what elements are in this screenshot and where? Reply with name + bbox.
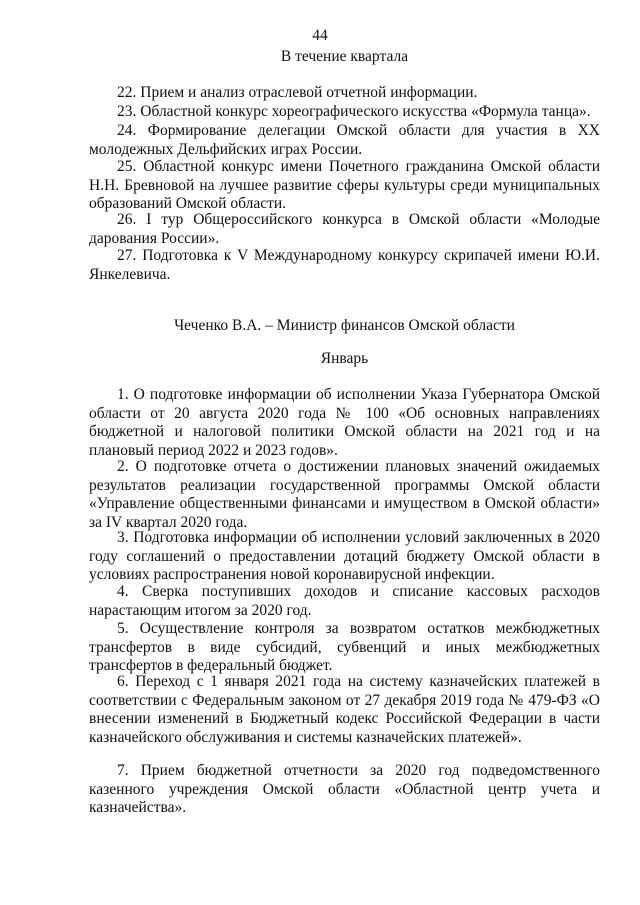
item-number: 27. (117, 247, 137, 264)
list-item (89, 762, 600, 818)
list-item (89, 103, 600, 122)
item-text: Сверка поступивших доходов и списание кассовых расходов нарастающим итогом за 2020 год. (89, 583, 600, 619)
month-heading: Январь (320, 350, 369, 367)
item-number: 22. (117, 84, 137, 101)
item-text: Переход с 1 января 2021 года на систему казначейских платежей в соответствии с Федеральным законом от 27 декабря 2019 года № 479-ФЗ «О внесении изменений в Бюджетный кодекс Российской Федерации в части казначейского обслуживания и системы казначейских платежей». (89, 673, 600, 746)
item-text: О подготовке информации об исполнении Указа Губернатора Омской области от 20 августа 2020 года № 100 «Об основных направлениях бюджетной и налоговой политики Омской области на 2021 год и на плановый период 2022 и 2023 годов». (89, 386, 600, 459)
item-number: 25. (117, 158, 137, 175)
list-item (89, 84, 600, 103)
item-text: I тур Общероссийского конкурса в Омской области «Молодые дарования России». (89, 211, 601, 247)
official-heading: Чеченко В.А. – Министр финансов Омской области (174, 317, 515, 334)
item-number: 26. (117, 211, 137, 228)
page-number: 44 (312, 27, 328, 44)
item-text: Осуществление контроля за возвратом остатков межбюджетных трансфертов в виде субсидий, субвенций и иных межбюджетных трансфертов в федеральный бюджет. (89, 620, 601, 674)
list-item (89, 247, 600, 284)
item-number: 7. (117, 762, 129, 779)
item-number: 24. (117, 122, 137, 139)
list-item (89, 458, 600, 532)
item-number: 5. (117, 620, 129, 637)
list-item (89, 529, 600, 585)
list-item (89, 673, 600, 747)
list-item (89, 158, 600, 214)
list-item (89, 386, 600, 460)
item-text: Подготовка к V Международному конкурсу скрипачей имени Ю.И. Янкелевича. (89, 247, 601, 283)
item-text: О подготовке отчета о достижении плановых значений ожидаемых результатов реализации государственной программы Омской области «Управление общественными финансами и имуществом в Омской области» за IV квартал 2020 года. (89, 458, 600, 531)
item-number: 4. (117, 583, 129, 600)
list-item (89, 620, 600, 676)
list-item (89, 122, 600, 159)
item-text: Областной конкурс хореографического искусства «Формула танца». (140, 103, 591, 120)
item-text: Прием и анализ отраслевой отчетной информации. (140, 84, 478, 101)
item-number: 6. (117, 673, 129, 690)
item-text: Областной конкурс имени Почетного гражданина Омской области Н.Н. Бревновой на лучшее развитие сферы культуры среди муниципальных образований Омской области. (89, 158, 600, 212)
section-heading-quarter: В течение квартала (280, 48, 409, 65)
item-number: 23. (117, 103, 137, 120)
item-text: Прием бюджетной отчетности за 2020 год подведомственного казенного учреждения Омской области «Областной центр учета и казначейства». (89, 762, 600, 816)
item-number: 1. (117, 386, 129, 403)
item-text: Подготовка информации об исполнении условий заключенных в 2020 году соглашений о предоставлении дотаций бюджету Омской области в условиях распространения новой коронавирусной инфекции. (89, 529, 600, 583)
item-number: 2. (117, 458, 129, 475)
item-number: 3. (117, 529, 129, 546)
item-text: Формирование делегации Омской области для участия в XX молодежных Дельфийских играх России. (89, 122, 600, 158)
list-item (89, 583, 600, 620)
list-item (89, 211, 600, 248)
